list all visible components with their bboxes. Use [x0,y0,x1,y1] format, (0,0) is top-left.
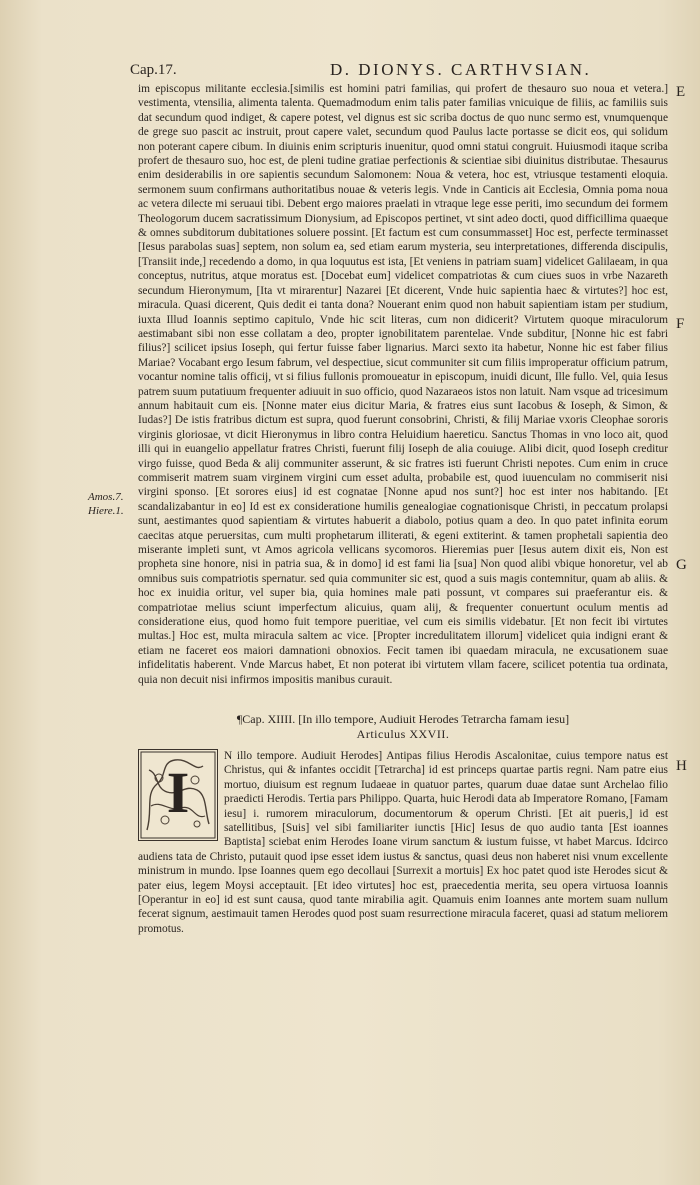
page-header [0,60,700,82]
margin-references [88,490,124,518]
margin-letter-h: H [676,758,687,774]
chapter-label: Cap.17. [130,62,177,78]
margin-letter-f: F [676,316,685,332]
margin-letter-e: E [676,84,686,100]
margin-ref-hiere: Hiere.1. [88,505,124,517]
running-title: D. DIONYS. CARTHVSIAN. [330,60,592,79]
section-1-text: im episcopus militante ecclesia.[similis est homini patri familias, qui profert de thesauro suo noua et vetera.] vestimenta, vtensilia, alimenta talenta. Quemadmodum enim talis pater familias vnicuique de filiis, ac familiis suis dat secundum quod indiget, & capere potest, vel dignus est sic scriba doctus de quo nunc sermo est, vnumquenque de grege suo pascit ac instruit, prout capere valet, secundum quod Paulus lacte portasse se dicit eos, qui solidum non poterant capere cibum. In diuinis enim scripturis inuenitur, quod omni statui congruit. Huiusmodi itaque scriba profert de thesauro suo, hoc est, de pleni tudine gratiae perfectionis & scientiae sibi diuinitus distributae. Thesaurus enim desiderabilis in ore sapientis secundum Salomonem: Noua & vetera, hoc est, vtriusque testamenti eloquia. sermonem suum confirmans authoritatibus nouae & veteris legis. Vnde in Canticis ait Ecclesia, Omnia poma noua ac vetera dilecte mi seruaui tibi. Debent ergo maiores praelati in vtraque lege esse periti, imo secundum dei formem Theologorum ducem sacratissimum Dionysium, ad Episcopos pertinet, vt sint adeo docti, quod difficillima quaeque & omnes subditorum dubitationes soluere possint. [Et factum est cum consummasset] Hoc est, perfecte terminasset [Iesus parabolas suas] septem, non solum ea, sed etiam earum mysteria, seu interpretationes, differenda discipulis, [Transiit inde,] recedendo a domo, in qua loquutus est ista, [Et veniens in patriam suam] videlicet Galilaeam, in qua conceptus, nutritus, atque moratus est. [Docebat eum] videlicet compatriotas & cum ciues suos in vrbe Nazareth secundum Hieronymum, [Ita vt mirarentur] Nazarei [Et dicerent, Vnde huic sapientia haec & virtutes?] hoc est, miracula. Quasi dicerent, Quis dedit ei tanta dona? Nouerant enim quod non habuit sapientiam istam per studium, iuxta Illud Ioannis septimo capitulo, Vnde hic scit literas, cum non didicerit? Virtutem quoque miraculorum aestimabant sibi non esse collatam a deo, propter ignobilitatem parentelae. Vnde subditur, [Nonne hic est fabri filius?] scilicet ipsius Ioseph, qui fertur fuisse faber lignarius. Marci sexto ita habetur, Nonne hic est faber filius Mariae? Vocabant ergo Iesum fabrum, vel despectiue, sicut communiter sit cum filiis improperatur officium patrum, vocantur nomine talis officij, vt si filius fullonis promoueatur in episcopum, inuidi dicunt, Ille fullo. Vel, quia Iesus patrem suum putatiuum frequenter adiuuit in suo officio, quod Nazaraeos istos non latuit. Nam vsque ad tricesimum annum habitauit cum eis. [Nonne mater eius dicitur Maria, & fratres eius sunt Iacobus & Ioseph, & Simon, & Iudas?] De istis fratribus dictum est supra, quod fuerunt consobrini, Christi, & filij Mariae vxoris Cleophae sororis virginis gloriosae, vt dicit Hieronymus in libro contra Heluidium haereticu. Sanctus Thomas in vno loco ait, quod illi qui in euangelio appellatur fratres Christi, fuerunt filij Ioseph de alia couiuge. Alibi dicit, quod Ioseph creditur virgo fuisse, quod Beda & alij communiter asserunt, & sic fratres isti fuerunt Christi nepotes. Cum enim in cruce commiserit matrem suam virginem virgini cum esset adulta, probabile est, quod iuuenculam no commiserit nisi virgini sponso. [Et sorores eius] id est cognatae [Nonne apud nos sunt?] hoc est inter nos habitando. [Et scandalizabantur in eo] Id est ex consideratione humilis genealogiae cognationisque Christi, in peccatum prolapsi sunt, aestimantes quod sapientiam & virtutes habuerit a diabolo, potius quam a deo. In quo patet infinita eorum caecitas atque peruersitas, cum multi prophetarum illiterati, & egeni extiterint. & tamen prophetali sapientia deo miserante impleti sunt, vt Amos agricola vellicans sycomoros. Hieremias puer [Iesus autem dixit eis, Non est propheta sine honore, nisi in patria sua, & in domo] id est fami lia [sua] Non quod alibi vbique honoretur, vel ab omnibus suis compatriotis spernatur. sed quia communiter sic est, quod a suis magis contemnitur, quam ab aliis. & hoc ex inuidia oritur, vel super bia, quia homines male pati possunt, vt compares sui praeferantur eis. & compatriotae melius sciunt imperfectum alicuius, quam alij, & frequenter conuertunt oculum mentis ad consideratione eius, quod homo fuit tempore pueritiae, vel cum eis similis videbatur. [Et non fecit ibi virtutes multas.] Hoc est, multa miracula saltem ac vice. [Propter incredulitatem illorum] videlicet quia indigni erant & etiam ne faceret eos maiori damnationi obnoxios. Fecit tamen ibi quaedam miracula, ne excusationem suae infidelitatis haberent. Vnde Marcus habet, Et non poterat ibi virtutem vllam facere, scilicet potentia tua ordinata, quia non decuit nisi infirmos impositis manibus curauit. [138,83,668,686]
commentary-section-1 [138,82,668,687]
decorated-initial [138,749,218,841]
chapter-heading: ¶Cap. XIIII. [In illo tempore, Audiuit Herodes Tetrarcha famam iesu] [236,712,570,726]
section-2-text: N illo tempore. Audiuit Herodes] Antipas filius Herodis Ascalonitae, cuius tempore natus est Christus, qui & infantes occidit [Tetrarcha] id est princeps quartae partis regni. Nam patre eius mortuo, diuisum est regnum Iudaeae in quatuor partes, quarum duae datae sunt Archelao filio praedicti Herodis. Tertia pars Philippo. Quarta, huic Herodi data ab Imperatore Romano, [Famam iesu] i. rumorem miraculorum, documentorum & operum Christi. [Et ait pueris,] id est satellitibus, [Suis] vel sibi familiariter iunctis [Hic] Iesus de quo audio tanta [Est ioannes Baptista] sciebat enim Herodes Ioane virum sanctum & iustum fuisse, vt habet Marcus. Idcirco audiens tata de Christo, putauit quod ipse esset idem iustus & sanctus, quasi deus non haberet nisi vnum excellente ministrum in mundo. Ipse Ioannes quem ego decollaui [Surrexit a mortuis] Ex hoc patet quod iste Herodes sicut & pater eius, legem Moysi acceptauit. [Et ideo virtutes] hoc est, praecedentia merita, seu opera virtuosa Ioannis [Operantur in eo] id est sunt causa, quod tante mirabilia agit. Quamuis enim Ioannes ante mortem suam nullum fecerat signum, aestimauit tamen Herodes quod post suam resurrectione miracula faceret, quasi ad statum meliorem promotus. [138,750,668,935]
margin-letter-g: G [676,557,687,573]
margin-ref-amos: Amos.7. [88,491,124,503]
articulus-heading: Articulus XXVII. [356,727,450,741]
dropcap-letter: I [166,760,190,825]
commentary-section-2 [138,749,668,936]
ornament-initial-icon [139,750,217,840]
